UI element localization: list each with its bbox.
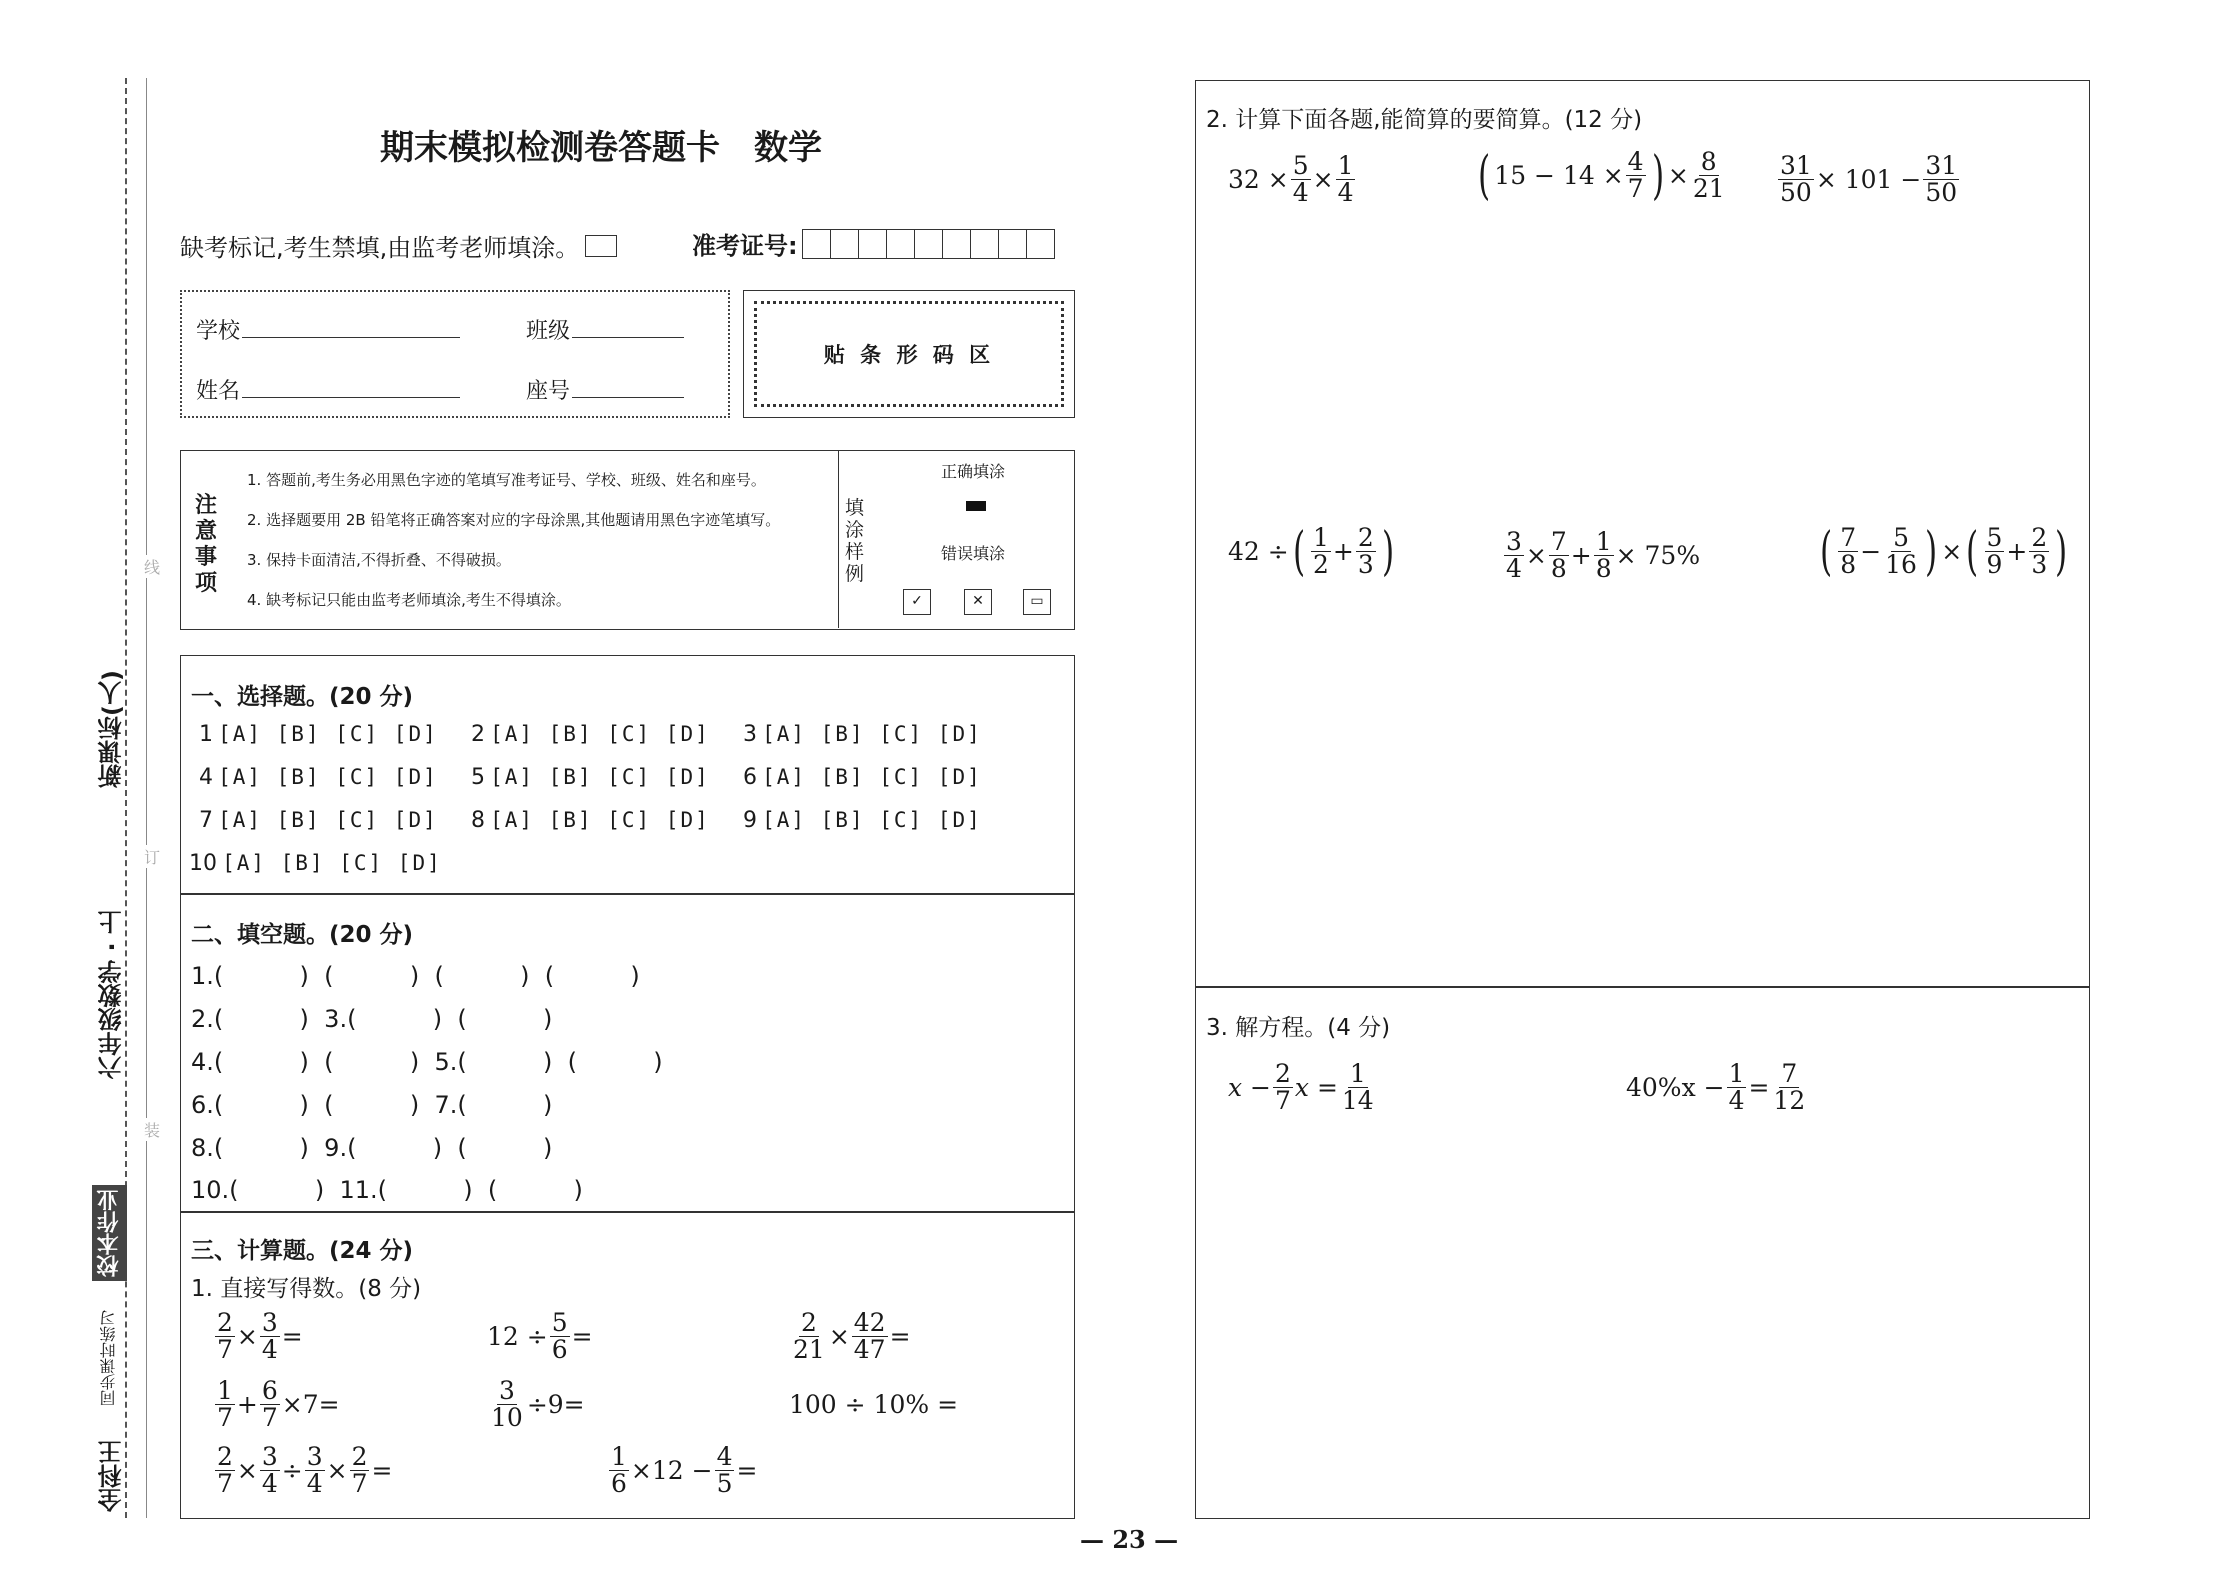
- choice-q1[interactable]: 1 [A] [B] [C] [D]: [199, 722, 438, 747]
- wrong-fill-sample-dash: ▭: [1023, 589, 1051, 615]
- q2-expr-1[interactable]: 32 × $\frac{5}{4}$ × $\frac{1}{4}$: [1228, 151, 1354, 208]
- note-2: 2. 选择题要用 2B 铅笔将正确答案对应的字母涂黑,其他题请用黑色字迹笔填写。: [247, 511, 781, 529]
- section-fill: [180, 893, 1075, 1213]
- choice-q6[interactable]: 6 [A] [B] [C] [D]: [743, 765, 982, 790]
- note-3: 3. 保持卡面清洁,不得折叠、不得破损。: [247, 551, 511, 569]
- q2-title: 2. 计算下面各题,能简算的要简算。(12 分): [1206, 107, 1643, 133]
- fill-row-2[interactable]: 2.( ) 3.( ) ( ): [191, 1005, 553, 1033]
- binding-mark-ding: 订: [144, 845, 160, 868]
- page-number: — 23 —: [1080, 1525, 1179, 1554]
- calc-expr-6[interactable]: 100 ÷ 10% =: [789, 1390, 959, 1419]
- sidebar-grade: 六年级数学 · 上: [98, 910, 126, 1080]
- seat-field[interactable]: 座号: [526, 374, 684, 405]
- choice-q10[interactable]: 10 [A] [B] [C] [D]: [189, 851, 442, 876]
- barcode-label: 贴 条 形 码 区: [823, 343, 995, 367]
- exam-number-boxes[interactable]: [802, 229, 1055, 259]
- fill-row-1[interactable]: 1.( ) ( ) ( ) ( ): [191, 962, 640, 990]
- name-field[interactable]: 姓名: [196, 374, 460, 405]
- school-field[interactable]: 学校: [196, 314, 460, 345]
- correct-fill-label: 正确填涂: [941, 462, 1006, 481]
- calc-expr-5[interactable]: $\frac{3}{10}$ ÷9 =: [491, 1376, 585, 1433]
- calc-expr-2[interactable]: 12 ÷ $\frac{5}{6}$ =: [487, 1308, 593, 1365]
- exam-number-label: 准考证号:: [692, 232, 798, 260]
- calc-expr-4[interactable]: $\frac{1}{7}$ + $\frac{6}{7}$ ×7 =: [217, 1376, 340, 1433]
- calc-sub1-title: 1. 直接写得数。(8 分): [191, 1276, 422, 1302]
- wrong-fill-sample-cross: ✕: [964, 589, 992, 615]
- note-1: 1. 答题前,考生务必用黑色字迹的笔填写准考证号、学校、班级、姓名和座号。: [247, 471, 766, 489]
- binding-mark-xian: 线: [144, 555, 160, 578]
- section-calc-title: 三、计算题。(24 分): [191, 1238, 414, 1264]
- sidebar-edition: 新课标(人): [98, 670, 126, 788]
- choice-q4[interactable]: 4 [A] [B] [C] [D]: [199, 765, 438, 790]
- choice-q5[interactable]: 5 [A] [B] [C] [D]: [471, 765, 710, 790]
- section-choice-title: 一、选择题。(20 分): [191, 684, 414, 710]
- choice-q2[interactable]: 2 [A] [B] [C] [D]: [471, 722, 710, 747]
- choice-q9[interactable]: 9 [A] [B] [C] [D]: [743, 808, 982, 833]
- q2-expr-6[interactable]: ( $\frac{7}{8}$ − $\frac{5}{16}$ ) × ( $\frac{5}{9}$ + $\frac{2}{3}$ ): [1820, 521, 2068, 582]
- barcode-area: [743, 290, 1075, 418]
- right-q3-box: [1195, 986, 2090, 1519]
- notes-title: 注意事项: [195, 493, 218, 596]
- correct-fill-sample: [966, 501, 986, 511]
- absent-note-text: 缺考标记,考生禁填,由监考老师填涂。: [180, 234, 580, 262]
- q3-equation-1[interactable]: x − $\frac{2}{7}$ x = $\frac{1}{14}$: [1228, 1059, 1374, 1116]
- sample-title: 填涂样例: [845, 497, 865, 585]
- calc-expr-7[interactable]: $\frac{2}{7}$ × $\frac{3}{4}$ ÷ $\frac{3}{4}$ × $\frac{2}{7}$ =: [217, 1442, 393, 1499]
- section-choice: [180, 655, 1075, 895]
- binding-dashed-line: [125, 78, 127, 1518]
- sidebar-series: 同步课时练习: [99, 1310, 118, 1406]
- choice-q7[interactable]: 7 [A] [B] [C] [D]: [199, 808, 438, 833]
- page-title: 期末模拟检测卷答题卡 数学: [380, 128, 822, 168]
- wrong-fill-sample-check: ✓: [903, 589, 931, 615]
- q3-equation-2[interactable]: 40%x − $\frac{1}{4}$ = $\frac{7}{12}$: [1626, 1059, 1806, 1116]
- fill-row-3[interactable]: 4.( ) ( ) 5.( ) ( ): [191, 1048, 663, 1076]
- fill-row-4[interactable]: 6.( ) ( ) 7.( ): [191, 1091, 553, 1119]
- absent-mark-box[interactable]: [585, 235, 617, 257]
- choice-q3[interactable]: 3 [A] [B] [C] [D]: [743, 722, 982, 747]
- calc-expr-3[interactable]: $\frac{2}{21}$ × $\frac{42}{47}$ =: [793, 1308, 911, 1365]
- notes-box: [180, 450, 1075, 630]
- section-calc: [180, 1211, 1075, 1519]
- absent-note: [180, 228, 617, 263]
- calc-expr-8[interactable]: $\frac{1}{6}$ ×12 − $\frac{4}{5}$ =: [611, 1442, 758, 1499]
- binding-mark-zhuang: 装: [144, 1118, 160, 1141]
- section-fill-title: 二、填空题。(20 分): [191, 922, 414, 948]
- q2-expr-5[interactable]: $\frac{3}{4}$ × $\frac{7}{8}$ + $\frac{1}{8}$ × 75%: [1506, 527, 1701, 584]
- q2-expr-3[interactable]: $\frac{31}{50}$ × 101 − $\frac{31}{50}$: [1780, 151, 1958, 208]
- fill-row-6[interactable]: 10.( ) 11.( ) ( ): [191, 1176, 583, 1204]
- binding-solid-line: [146, 78, 147, 1518]
- wrong-fill-label: 错误填涂: [941, 544, 1006, 563]
- q2-expr-4[interactable]: 42 ÷ ( $\frac{1}{2}$ + $\frac{2}{3}$ ): [1228, 521, 1395, 582]
- student-info-box: [180, 290, 730, 418]
- choice-q8[interactable]: 8 [A] [B] [C] [D]: [471, 808, 710, 833]
- exam-number: [692, 226, 1055, 261]
- sidebar-publisher: 全科王: [98, 1440, 126, 1512]
- class-field[interactable]: 班级: [526, 314, 684, 345]
- calc-expr-1[interactable]: $\frac{2}{7}$ × $\frac{3}{4}$ =: [217, 1308, 303, 1365]
- note-4: 4. 缺考标记只能由监考老师填涂,考生不得填涂。: [247, 591, 571, 609]
- q3-title: 3. 解方程。(4 分): [1206, 1015, 1391, 1041]
- sidebar-badge: 校本作业: [92, 1185, 127, 1281]
- fill-row-5[interactable]: 8.( ) 9.( ) ( ): [191, 1134, 553, 1162]
- q2-expr-2[interactable]: ( 15 − 14 × $\frac{4}{7}$ ) × $\frac{8}{21}$: [1478, 145, 1725, 206]
- right-q2-box: [1195, 80, 2090, 988]
